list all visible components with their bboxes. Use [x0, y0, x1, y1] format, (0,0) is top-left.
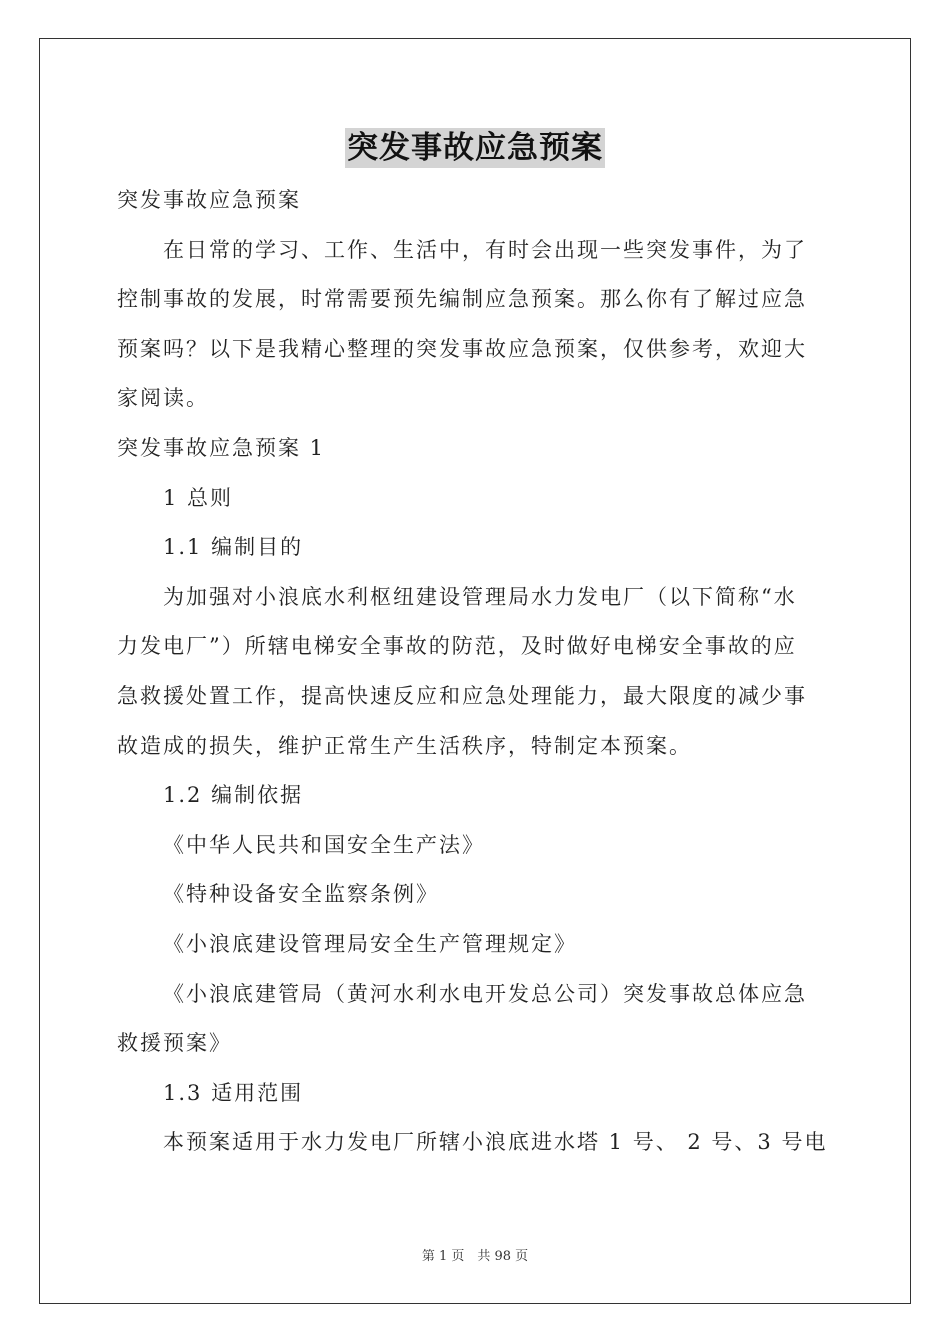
- text-line: 1 总则: [163, 485, 234, 510]
- text-line: 突发事故应急预案: [117, 188, 301, 212]
- text-line: 《小浪底建设管理局安全生产管理规定》: [163, 931, 577, 956]
- document-body: [117, 176, 837, 1168]
- document-title: 突发事故应急预案: [347, 130, 603, 166]
- text-line: 《小浪底建管局（黄河水利水电开发总公司）突发事故总体应急: [163, 981, 807, 1006]
- text-line: 力发电厂”）所辖电梯安全事故的防范，及时做好电梯安全事故的应: [117, 634, 797, 659]
- text-line: 家阅读。: [117, 386, 209, 411]
- text-line: 本预案适用于水力发电厂所辖小浪底进水塔 1 号、 2 号、3 号电: [163, 1130, 828, 1155]
- text-line: 预案吗？以下是我精心整理的突发事故应急预案，仅供参考，欢迎大: [117, 336, 807, 361]
- text-line: 1.3 适用范围: [163, 1080, 304, 1105]
- text-line: 故造成的损失，维护正常生产生活秩序，特制定本预案。: [117, 733, 692, 758]
- text-line: 1.2 编制依据: [163, 783, 304, 808]
- text-line: 《中华人民共和国安全生产法》: [163, 832, 485, 857]
- title-container: [0, 128, 950, 168]
- text-line: 1.1 编制目的: [163, 535, 304, 560]
- text-line: 为加强对小浪底水利枢纽建设管理局水力发电厂（以下简称“水: [163, 584, 797, 609]
- page-number-footer: 第 1 页 共 98 页: [421, 1249, 529, 1264]
- text-line: 突发事故应急预案 1: [117, 435, 326, 460]
- text-line: 在日常的学习、工作、生活中，有时会出现一些突发事件，为了: [163, 237, 807, 262]
- text-line: 《特种设备安全监察条例》: [163, 882, 439, 907]
- text-line: 急救援处置工作，提高快速反应和应急处理能力，最大限度的减少事: [117, 683, 807, 708]
- text-line: 控制事故的发展，时常需要预先编制应急预案。那么你有了解过应急: [117, 287, 807, 312]
- text-line: 救援预案》: [117, 1031, 232, 1056]
